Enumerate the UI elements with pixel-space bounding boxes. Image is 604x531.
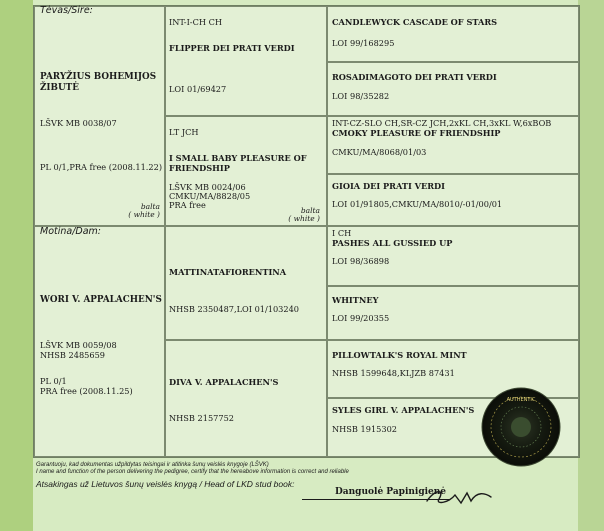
grandparent-4-reg: LOI 01/91805,CMKU/MA/8010/-01/00/01 — [332, 199, 503, 209]
grandparent-5-reg: LOI 98/36898 — [332, 256, 390, 266]
grandparent-3-title: INT-CZ-SLO CH,SR-CZ JCH,2xKL CH,3xKL W,6xBOB — [332, 118, 552, 128]
signer-name: Danguolė Papinigienė — [335, 487, 447, 497]
sire-colour-en: ( white ) — [128, 210, 160, 219]
grandparent-3-name: CMOKY PLEASURE OF FRIENDSHIP — [332, 128, 501, 138]
grandparent-6-name: WHITNEY — [332, 295, 379, 305]
dam-sire-name: MATTINATAFIORENTINA — [169, 267, 287, 277]
hologram-seal-icon — [481, 387, 561, 467]
dam-sire-reg: NHSB 2350487,LOI 01/103240 — [169, 304, 300, 314]
sire-dam-colour-en: ( white ) — [288, 214, 320, 223]
grandparent-3-reg: CMKU/MA/8068/01/03 — [332, 147, 427, 157]
grandparent-5-name: PASHES ALL GUSSIED UP — [332, 238, 453, 248]
dam-dam-cell — [165, 340, 327, 457]
sire-sire-reg: LOI 01/69427 — [169, 84, 227, 94]
dam-health: PL 0/1 — [40, 376, 67, 386]
seal-text: AUTHENTIC — [506, 397, 536, 403]
footer-line-1: Garantuoju, kad dokumentas užpildytas teisingai ir atitinka šunų veislės knygoje (LŠVK) — [36, 462, 269, 468]
footer-line-3: Atsakingas už Lietuvos šunų veislės knygą / Head of LKD stud book: — [36, 479, 295, 489]
grandparent-8-reg: NHSB 1915302 — [332, 424, 397, 434]
grandparent-1-reg: LOI 99/168295 — [332, 38, 395, 48]
grandparent-6-reg: LOI 99/20355 — [332, 313, 390, 323]
sire-name: PARYŽIUS BOHEMIJOS — [40, 72, 157, 82]
sire-dam-name-line2: FRIENDSHIP — [169, 163, 230, 173]
dam-section-label: Motina/Dam: — [40, 226, 102, 237]
grandparent-1-name: CANDLEWYCK CASCADE OF STARS — [332, 17, 498, 27]
dam-name: WORI V. APPALACHEN'S — [40, 295, 162, 305]
grandparent-7-name: PILLOWTALK'S ROYAL MINT — [332, 350, 467, 360]
grandparent-5-title: I CH — [332, 228, 352, 238]
sire-reg: LŠVK MB 0038/07 — [40, 118, 117, 128]
sire-dam-colour — [270, 207, 320, 223]
sire-dam-colour-lt: balta — [300, 206, 320, 215]
sire-dam-name: I SMALL BABY PLEASURE OF — [169, 153, 307, 163]
grandparent-2-name: ROSADIMAGOTO DEI PRATI VERDI — [332, 72, 497, 82]
sire-colour-lt: balta — [140, 202, 160, 211]
grandparent-7-reg: NHSB 1599648,KLJZB 87431 — [332, 368, 455, 378]
sire-name-line2: ŽIBUTĖ — [40, 83, 79, 93]
sire-cell — [34, 6, 165, 226]
signature-icon — [405, 483, 515, 513]
grandparent-4-name: GIOIA DEI PRATI VERDI — [332, 181, 445, 191]
sire-dam-title: LT JCH — [169, 127, 199, 137]
grandparent-8-name: SYLES GIRL V. APPALACHEN'S — [332, 405, 475, 415]
sire-dam-health: PRA free — [169, 200, 206, 210]
right-margin-strip — [578, 0, 604, 531]
sire-sire-name: FLIPPER DEI PRATI VERDI — [169, 43, 295, 53]
dam-sire-cell — [165, 226, 327, 340]
dam-dam-name: DIVA V. APPALACHEN'S — [169, 377, 279, 387]
dam-reg: LŠVK MB 0059/08 — [40, 340, 117, 350]
grandparent-2-reg: LOI 98/35282 — [332, 91, 390, 101]
left-margin-strip — [0, 0, 33, 531]
dam-health-2: PRA free (2008.11.25) — [40, 386, 133, 396]
sire-section-label: Tėvas/Sire: — [40, 5, 93, 16]
footer — [36, 462, 349, 489]
grandparent-cell-2 — [327, 62, 579, 116]
dam-dam-reg: NHSB 2157752 — [169, 413, 234, 423]
footer-line-2: I name and function of the person delivering the pedigree, certify that the hereabove information is correct and reliable — [36, 469, 349, 475]
sire-colour — [110, 203, 160, 219]
sire-sire-title: INT-I-CH CH — [169, 17, 222, 27]
grandparent-cell-1 — [327, 6, 579, 62]
sire-dam-reg-2: CMKU/MA/8828/05 — [169, 191, 251, 201]
sire-health: PL 0/1,PRA free (2008.11.22) — [40, 162, 163, 172]
sire-dam-reg: LŠVK MB 0024/06 — [169, 182, 246, 192]
dam-reg-2: NHSB 2485659 — [40, 350, 105, 360]
